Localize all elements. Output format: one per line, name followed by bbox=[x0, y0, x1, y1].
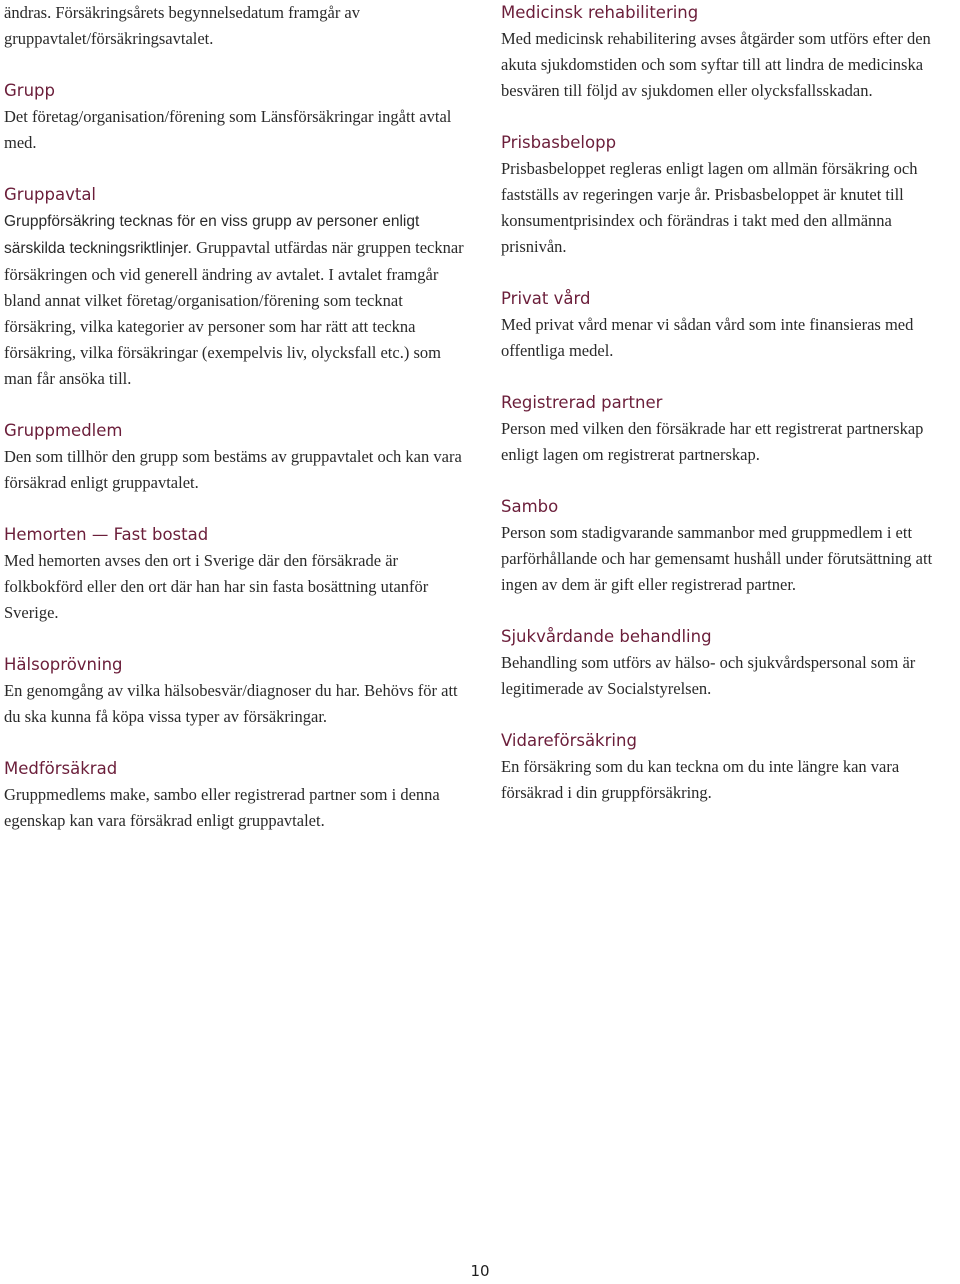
page-number: 10 bbox=[470, 1262, 490, 1280]
term-heading: Gruppavtal bbox=[4, 185, 97, 204]
term-definition: Med hemorten avses den ort i Sverige där den försäkrade är folkbokförd eller den ort där han har sin fasta bosättning utanför Sverige. bbox=[4, 551, 429, 622]
term-entry-sambo bbox=[501, 494, 959, 598]
right-column bbox=[501, 0, 959, 832]
term-heading: Sambo bbox=[501, 497, 559, 516]
term-heading: Registrerad partner bbox=[501, 393, 663, 412]
term-definition-part-1: Gruppförsäkring tecknas för en viss grupp av personer enligt särskilda teckningsriktlinjer. bbox=[4, 213, 420, 257]
intro-paragraph: ändras. Försäkringsårets begynnelsedatum framgår av gruppavtalet/försäkringsavtalet. bbox=[4, 3, 361, 48]
term-definition: En försäkring som du kan teckna om du inte längre kan vara försäkrad i din gruppförsäkring. bbox=[501, 757, 900, 802]
term-heading: Medicinsk rehabilitering bbox=[501, 3, 699, 22]
term-heading: Hälsoprövning bbox=[4, 655, 123, 674]
term-heading: Privat vård bbox=[501, 289, 591, 308]
term-heading: Gruppmedlem bbox=[4, 421, 123, 440]
term-entry-grupp bbox=[4, 78, 466, 156]
left-column bbox=[4, 0, 466, 860]
term-definition: Behandling som utförs av hälso- och sjukvårdspersonal som är legitimerade av Socialstyrelsen. bbox=[501, 653, 916, 698]
term-entry-gruppavtal bbox=[4, 182, 466, 392]
term-definition: Det företag/organisation/förening som Länsförsäkringar ingått avtal med. bbox=[4, 107, 452, 152]
term-heading: Hemorten — Fast bostad bbox=[4, 525, 209, 544]
term-entry-gruppmedlem bbox=[4, 418, 466, 496]
term-definition: Med privat vård menar vi sådan vård som inte finansieras med offentliga medel. bbox=[501, 315, 914, 360]
term-heading: Medförsäkrad bbox=[4, 759, 118, 778]
term-entry-registrerad-partner bbox=[501, 390, 959, 468]
term-entry-medicinsk-rehabilitering bbox=[501, 0, 959, 104]
term-entry-hemorten bbox=[4, 522, 466, 626]
term-entry-vidareforsakring bbox=[501, 728, 959, 806]
term-heading: Sjukvårdande behandling bbox=[501, 627, 712, 646]
term-entry-halsoprovning bbox=[4, 652, 466, 730]
term-definition: Med medicinsk rehabilitering avses åtgärder som utförs efter den akuta sjukdomstiden och som syftar till att lindra de medicinska besvären till följd av sjukdomen eller olycksfallsskadan. bbox=[501, 29, 931, 100]
term-definition: En genomgång av vilka hälsobesvär/diagnoser du har. Behövs för att du ska kunna få köpa vissa typer av försäkringar. bbox=[4, 681, 458, 726]
term-entry-medforsakrad bbox=[4, 756, 466, 834]
term-entry-prisbasbelopp bbox=[501, 130, 959, 260]
term-definition: Person med vilken den försäkrade har ett registrerat partnerskap enligt lagen om registrerat partnerskap. bbox=[501, 419, 924, 464]
term-definition bbox=[4, 208, 466, 392]
term-definition-part-2: Gruppavtal utfärdas när gruppen tecknar försäkringen och vid generell ändring av avtalet. I avtalet framgår bland annat vilket företag/organisation/förening som tecknat försäkring, vilka kategorier av personer som har rätt att teckna försäkring, vilka försäkringar (exempelvis liv, olycksfall etc.) som man får ansöka till. bbox=[4, 238, 464, 388]
term-definition: Person som stadigvarande sammanbor med gruppmedlem i ett parförhållande och har gemensamt hushåll under förutsättning att ingen av dem är gift eller registrerad partner. bbox=[501, 523, 933, 594]
term-definition: Gruppmedlems make, sambo eller registrerad partner som i denna egenskap kan vara försäkrad enligt gruppavtalet. bbox=[4, 785, 440, 830]
term-definition: Den som tillhör den grupp som bestäms av gruppavtalet och kan vara försäkrad enligt gruppavtalet. bbox=[4, 447, 462, 492]
term-definition: Prisbasbeloppet regleras enligt lagen om allmän försäkring och fastställs av regeringen varje år. Prisbasbeloppet är knutet till konsumentprisindex och förändras i takt med den allmänna prisnivån. bbox=[501, 159, 918, 256]
term-heading: Grupp bbox=[4, 81, 55, 100]
term-heading: Prisbasbelopp bbox=[501, 133, 617, 152]
term-entry-sjukvardande-behandling bbox=[501, 624, 959, 702]
term-entry-privat-vard bbox=[501, 286, 959, 364]
term-heading: Vidareförsäkring bbox=[501, 731, 637, 750]
